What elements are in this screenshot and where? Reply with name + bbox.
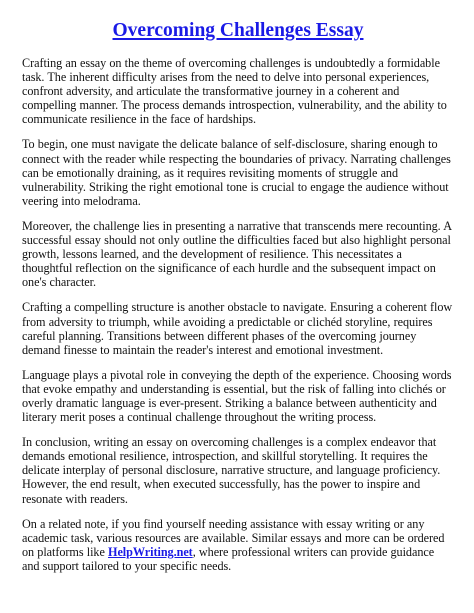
paragraph-structure: Crafting a compelling structure is another obstacle to navigate. Ensuring a coherent flow from adversity to triumph, while avoiding a predictable or clichéd storyline, requires careful planning. Transitions between different phases of the overcoming journey demand finesse to maintain the reader's interest and emotional investment. xyxy=(22,300,453,357)
paragraph-self-disclosure: To begin, one must navigate the delicate balance of self-disclosure, sharing enough to connect with the reader while respecting the boundaries of privacy. Narrating challenges can be emotionally draining, as it requires revisiting moments of struggle and vulnerability. Striking the right emotional tone is crucial to engage the audience without veering into melodrama. xyxy=(22,137,451,208)
essay-title-link[interactable]: Overcoming Challenges Essay xyxy=(112,20,364,41)
paragraph-narrative: Moreover, the challenge lies in presenting a narrative that transcends mere recounting. A successful essay should not only outline the difficulties faced but also highlight personal growth, lessons learned, and the development of resilience. This necessitates a thoughtful reflection on the significance of each hurdle and the subsequent impact on one's character. xyxy=(22,218,452,290)
helpwriting-link[interactable]: HelpWriting.net xyxy=(108,544,193,559)
related-note-text-before: On a related note, if you find yourself needing assistance with essay writing or any academic task, various resources are available. Similar essays and more can be ordered on platforms like xyxy=(22,516,445,559)
paragraph-language: Language plays a pivotal role in conveying the depth of the experience. Choosing words that evoke empathy and understanding is essential, but the risk of falling into clichés or overly dramatic language is ever-present. Striking a balance between authenticity and literary merit poses a continual challenge throughout the writing process. xyxy=(22,367,452,425)
title-container xyxy=(22,20,454,42)
paragraph-intro: Crafting an essay on the theme of overcoming challenges is undoubtedly a formidable task. The inherent difficulty arises from the need to delve into personal experiences, confront adversity, and articulate the transformative journey in a coherent and compelling manner. The process demands introspection, vulnerability, and the ability to communicate resilience in the face of hardships. xyxy=(22,56,447,127)
related-note-text-after: , where professional writers can provide guidance and support tailored to your specific needs. xyxy=(22,544,435,573)
paragraph-conclusion: In conclusion, writing an essay on overcoming challenges is a complex endeavor that demands emotional resilience, introspection, and skillful storytelling. It requires the delicate interplay of personal disclosure, narrative structure, and language proficiency. However, the end result, when executed successfully, has the power to inspire and resonate with readers. xyxy=(22,435,441,506)
paragraph-related-note xyxy=(22,517,454,573)
